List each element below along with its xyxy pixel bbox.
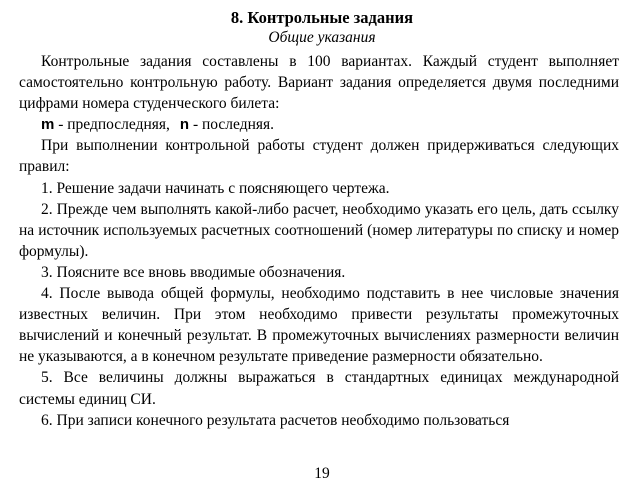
rule-item-4: 4. После вывода общей формулы, необходимо подставить в нее числовые значения известных величин. При этом необходимо привести результаты промежуточных вычислений и конечный результат. В промежуточных вычислениях размерности величин не указываются, а в конечном результате приведение размерности обязательно. xyxy=(19,285,619,366)
section-subtitle: Общие указания xyxy=(268,29,376,46)
rule-item-2: 2. Прежде чем выполнять какой-либо расчет, необходимо указать его цель, дать ссылку на источник используемых расчетных соотношений (номер литературы по списку и номер формулы). xyxy=(19,200,619,260)
m-description: - предпоследняя, xyxy=(54,116,170,134)
m-symbol: m xyxy=(41,116,55,134)
intro-paragraph: Контрольные задания составлены в 100 вариантах. Каждый студент выполняет самостоятельно контрольную работу. Вариант задания определяется двумя последними цифрами номера студенческого билета: xyxy=(19,53,619,113)
document-body xyxy=(19,51,619,431)
page-number: 19 xyxy=(314,465,330,482)
n-symbol: n xyxy=(179,116,190,134)
rule-item-5: 5. Все величины должны выражаться в стандартных единицах международной системы единиц СИ. xyxy=(19,369,619,408)
rules-intro-paragraph: При выполнении контрольной работы студент должен придерживаться следующих правил: xyxy=(19,137,619,176)
rule-item-1: 1. Решение задачи начинать с поясняющего чертежа. xyxy=(41,179,390,197)
n-description: - последняя. xyxy=(189,116,275,134)
rule-item-6: 6. При записи конечного результата расчетов необходимо пользоваться xyxy=(41,411,510,429)
rule-item-3: 3. Поясните все вновь вводимые обозначения. xyxy=(41,263,346,281)
section-title: 8. Контрольные задания xyxy=(230,8,414,27)
digits-line xyxy=(19,114,619,135)
